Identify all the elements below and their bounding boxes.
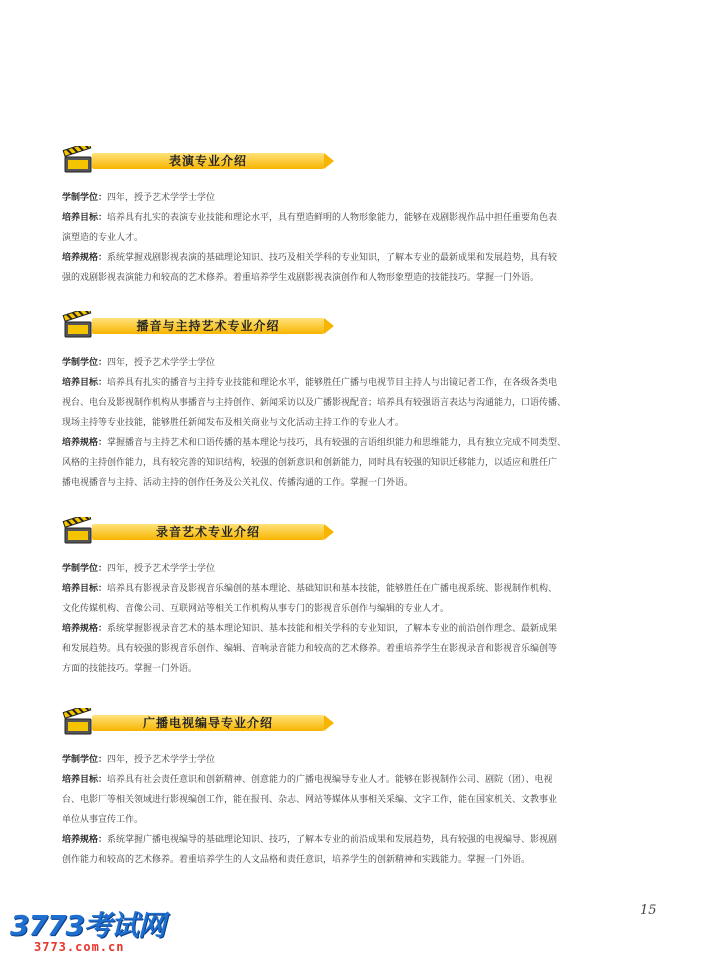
section-text-line bbox=[62, 639, 662, 659]
field-label: 培养规格： bbox=[62, 624, 108, 634]
field-label: 培养规格： bbox=[62, 438, 108, 448]
program-section bbox=[62, 708, 662, 870]
clapperboard-icon bbox=[62, 146, 96, 174]
field-text: 现场主持等专业技能，能够胜任新闻发布及相关商业与文化活动主持工作的专业人才。 bbox=[62, 418, 405, 428]
field-text: 系统掌握影视录音艺术的基本理论知识、基本技能和相关学科的专业知识，了解本专业的前沿创作理念、最新成果 bbox=[107, 624, 558, 634]
field-text: 视台、电台及影视制作机构从事播音与主持创作、新闻采访以及广播影视配音；培养具有较强语言表达与沟通能力，口语传播、 bbox=[62, 398, 567, 408]
section-text-line bbox=[62, 393, 662, 413]
section-text-line bbox=[62, 188, 662, 208]
section-text-line bbox=[62, 473, 662, 493]
section-text-line bbox=[62, 413, 662, 433]
section-text-line bbox=[62, 433, 662, 453]
field-text: 系统掌握广播电视编导的基础理论知识、技巧，了解本专业的前沿成果和发展趋势，具有较强的电视编导、影视剧 bbox=[107, 835, 558, 845]
section-text-line bbox=[62, 619, 662, 639]
field-text: 培养具有影视录音及影视音乐编创的基本理论、基础知识和基本技能，能够胜任在广播电视系统、影视制作机构、 bbox=[107, 584, 558, 594]
field-text: 单位从事宣传工作。 bbox=[62, 815, 144, 825]
clapperboard-icon bbox=[62, 708, 96, 736]
section-text-line bbox=[62, 599, 662, 619]
field-label: 学制学位： bbox=[62, 193, 108, 203]
field-text: 四年，授予艺术学学士学位 bbox=[107, 193, 216, 203]
field-text: 培养具有扎实的表演专业技能和理论水平，具有塑造鲜明的人物形象能力，能够在戏剧影视作品中担任重要角色表 bbox=[107, 213, 558, 223]
field-text: 掌握播音与主持艺术和口语传播的基本理论与技巧，具有较强的言语组织能力和思维能力，具有独立完成不同类型、 bbox=[107, 438, 567, 448]
section-text-line bbox=[62, 750, 662, 770]
section-banner bbox=[62, 708, 662, 738]
page-number: 15 bbox=[640, 903, 657, 918]
section-text-line bbox=[62, 248, 662, 268]
section-text-line bbox=[62, 810, 662, 830]
section-title: 录音艺术专业介绍 bbox=[155, 525, 260, 539]
field-text: 风格的主持创作能力，具有较完善的知识结构，较强的创新意识和创新能力，同时具有较强的知识迁移能力，以适应和胜任广 bbox=[62, 458, 558, 468]
field-text: 系统掌握戏剧影视表演的基础理论知识、技巧及相关学科的专业知识，了解本专业的最新成果和发展趋势，具有较 bbox=[107, 253, 558, 263]
section-text-line bbox=[62, 559, 662, 579]
field-text: 方面的技能技巧。掌握一门外语。 bbox=[62, 664, 198, 674]
field-text: 四年，授予艺术学学士学位 bbox=[107, 755, 216, 765]
field-text: 四年，授予艺术学学士学位 bbox=[107, 564, 216, 574]
field-text: 和发展趋势。具有较强的影视音乐创作、编辑、音响录音能力和较高的艺术修养。着重培养学生在影视录音和影视音乐编创等 bbox=[62, 644, 558, 654]
site-logo-url: 3773.com.cn bbox=[34, 940, 125, 954]
section-title-bar bbox=[92, 153, 324, 169]
field-text: 强的戏剧影视表演能力和较高的艺术修养。着重培养学生戏剧影视表演创作和人物形象塑造的技能技巧。掌握一门外语。 bbox=[62, 273, 540, 283]
field-label: 学制学位： bbox=[62, 358, 108, 368]
field-text: 培养具有社会责任意识和创新精神、创意能力的广播电视编导专业人才。能够在影视制作公司、剧院（团）、电视 bbox=[107, 775, 553, 785]
section-text-line bbox=[62, 228, 662, 248]
clapperboard-icon bbox=[62, 311, 96, 339]
section-banner bbox=[62, 517, 662, 547]
field-label: 学制学位： bbox=[62, 755, 108, 765]
section-banner bbox=[62, 311, 662, 341]
section-title: 播音与主持艺术专业介绍 bbox=[136, 319, 280, 333]
field-text: 培养具有扎实的播音与主持专业技能和理论水平，能够胜任广播与电视节目主持人与出镜记者工作，在各级各类电 bbox=[107, 378, 558, 388]
site-logo: 3773考试网 bbox=[10, 909, 165, 942]
program-section bbox=[62, 517, 662, 679]
field-text: 演塑造的专业人才。 bbox=[62, 233, 144, 243]
field-label: 培养目标： bbox=[62, 584, 108, 594]
section-title: 广播电视编导专业介绍 bbox=[142, 716, 273, 730]
section-text-line bbox=[62, 790, 662, 810]
section-text-line bbox=[62, 850, 662, 870]
field-text: 播电视播音与主持、活动主持的创作任务及公关礼仪、传播沟通的工作。掌握一门外语。 bbox=[62, 478, 414, 488]
section-text-line bbox=[62, 830, 662, 850]
section-text-line bbox=[62, 373, 662, 393]
clapperboard-icon bbox=[62, 517, 96, 545]
section-text-line bbox=[62, 659, 662, 679]
field-label: 培养目标： bbox=[62, 775, 108, 785]
section-text-line bbox=[62, 770, 662, 790]
section-text-line bbox=[62, 208, 662, 228]
section-text-line bbox=[62, 453, 662, 473]
field-label: 学制学位： bbox=[62, 564, 108, 574]
section-text-line bbox=[62, 268, 662, 288]
section-banner bbox=[62, 146, 662, 176]
field-text: 文化传媒机构、音像公司、互联网站等相关工作机构从事专门的影视音乐创作与编辑的专业人才。 bbox=[62, 604, 450, 614]
section-title-bar bbox=[92, 318, 324, 334]
program-section bbox=[62, 146, 662, 288]
section-title: 表演专业介绍 bbox=[168, 154, 247, 168]
section-title-bar bbox=[92, 524, 324, 540]
field-label: 培养规格： bbox=[62, 835, 108, 845]
section-title-bar bbox=[92, 715, 324, 731]
field-label: 培养目标： bbox=[62, 213, 108, 223]
field-text: 台、电影厂等相关领域进行影视编创工作，能在报刊、杂志、网站等媒体从事相关采编、文字工作，能在国家机关、文教事业 bbox=[62, 795, 558, 805]
field-text: 四年，授予艺术学学士学位 bbox=[107, 358, 216, 368]
field-label: 培养目标： bbox=[62, 378, 108, 388]
field-text: 创作能力和较高的艺术修养。着重培养学生的人文品格和责任意识，培养学生的创新精神和实践能力。掌握一门外语。 bbox=[62, 855, 531, 865]
program-section bbox=[62, 311, 662, 493]
section-text-line bbox=[62, 353, 662, 373]
field-label: 培养规格： bbox=[62, 253, 108, 263]
section-text-line bbox=[62, 579, 662, 599]
